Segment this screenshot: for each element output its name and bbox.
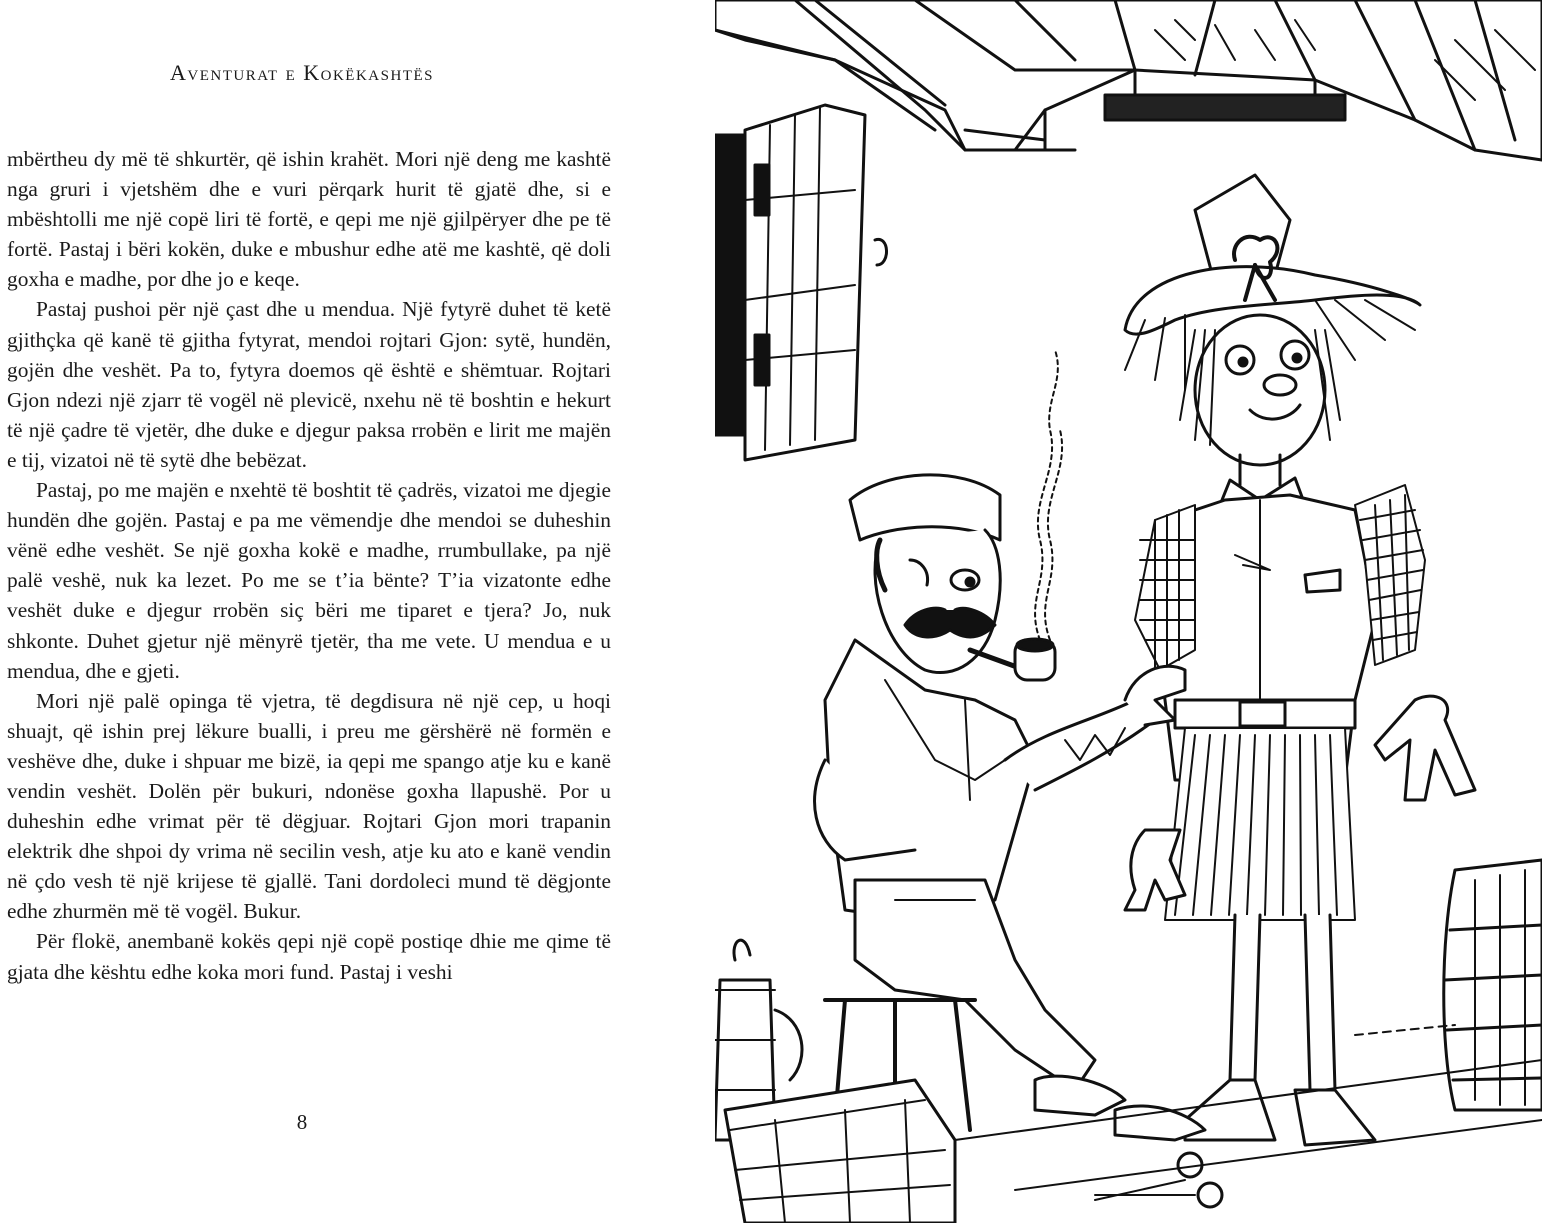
paragraph: Për flokë, anembanë kokës qepi një copë postiqe dhie me qime të gjata dhe kështu edhe koka mori fund. Pastaj i veshi: [7, 929, 611, 984]
paragraph: mbërtheu dy më të shkurtër, që ishin krahët. Mori një deng me kashtë nga gruri i vjetshëm dhe e vuri përqark hurit të gjatë dhe, si e mbështolli me një copë liri të fortë, e qepi me një gjilpëryer dhe pe të fortë. Pastaj i bëri kokën, duke e mbushur edhe atë me kashtë, që doli goxha e madhe, por dhe jo e keqe.: [7, 147, 611, 292]
scarecrow-figure: [1125, 175, 1475, 1145]
checkered-sleeve-left: [1135, 505, 1195, 670]
page-number: 8: [296, 1110, 308, 1134]
seated-man-figure: [815, 350, 1205, 1140]
window-shutter: [715, 105, 887, 460]
right-page: [715, 0, 1542, 1223]
paragraph: Pastaj, po me majën e nxehtë të boshtit të çadrës, vizatoi me djegie hundën dhe gojën. Pastaj e pa me vëmendje dhe mendoi se duheshin vënë edhe veshët. Se një goxha kokë e madhe, rrumbullake, pa një palë veshë, nuk ka lezet. Po me se t’ia bënte? T’ia vizatonte edhe veshët duke e djegur rrobën siç bëri me tiparet e tjera? Jo, nuk shkonte. Duhet gjetur një mënyrë tjetër, tha me vete. U mendua e u mendua, dhe e gjeti.: [7, 478, 611, 683]
paragraph: Pastaj pushoi për një çast dhe u mendua. Një fytyrë duhet të ketë gjithçka që kanë të gjitha fytyrat, mendoi rojtari Gjon: sytë, hundën, gojën dhe veshët. Pa to, fytyra doemos që është e shëmtuar. Rojtari Gjon ndezi një zjarr të vogël në plevicë, nxehu në të boshtin e hekurt të një çadre të vjetër, dhe duke e djegur paksa rrobën e lirit me majën e tij, vizatoi në të sytë dhe bebëzat.: [7, 297, 611, 472]
wooden-barrel: [1444, 860, 1542, 1110]
running-head: Aventurat e Kokëkashtës: [170, 60, 434, 85]
scissors-icon: [1095, 1153, 1222, 1207]
straw-skirt: [1165, 728, 1355, 920]
left-page: [0, 0, 715, 1223]
paragraph: Mori një palë opinga të vjetra, të degdisura në një cep, u hoqi shuajt, që ishin prej lëkure bualli, i preu me gërshërë në formën e veshëve dhe, duke i shpuar me bizë, ia qepi me spango atje ku e kanë vendin veshët. Dolën për bukuri, ndonëse goxha llapushë. Por u duheshin edhe vrimat për të dëgjuar. Rojtari Gjon mori trapanin elektrik dhe shpoi dy vrima në secilin vesh, atje ku ato e kanë vendin në çdo vesh të një krijese të gjallë. Tani dordoleci mund të dëgjonte edhe zhurmën më të vogël. Bukur.: [7, 688, 611, 924]
scarecrow-illustration: [715, 0, 1542, 1223]
body-text: [7, 144, 611, 987]
